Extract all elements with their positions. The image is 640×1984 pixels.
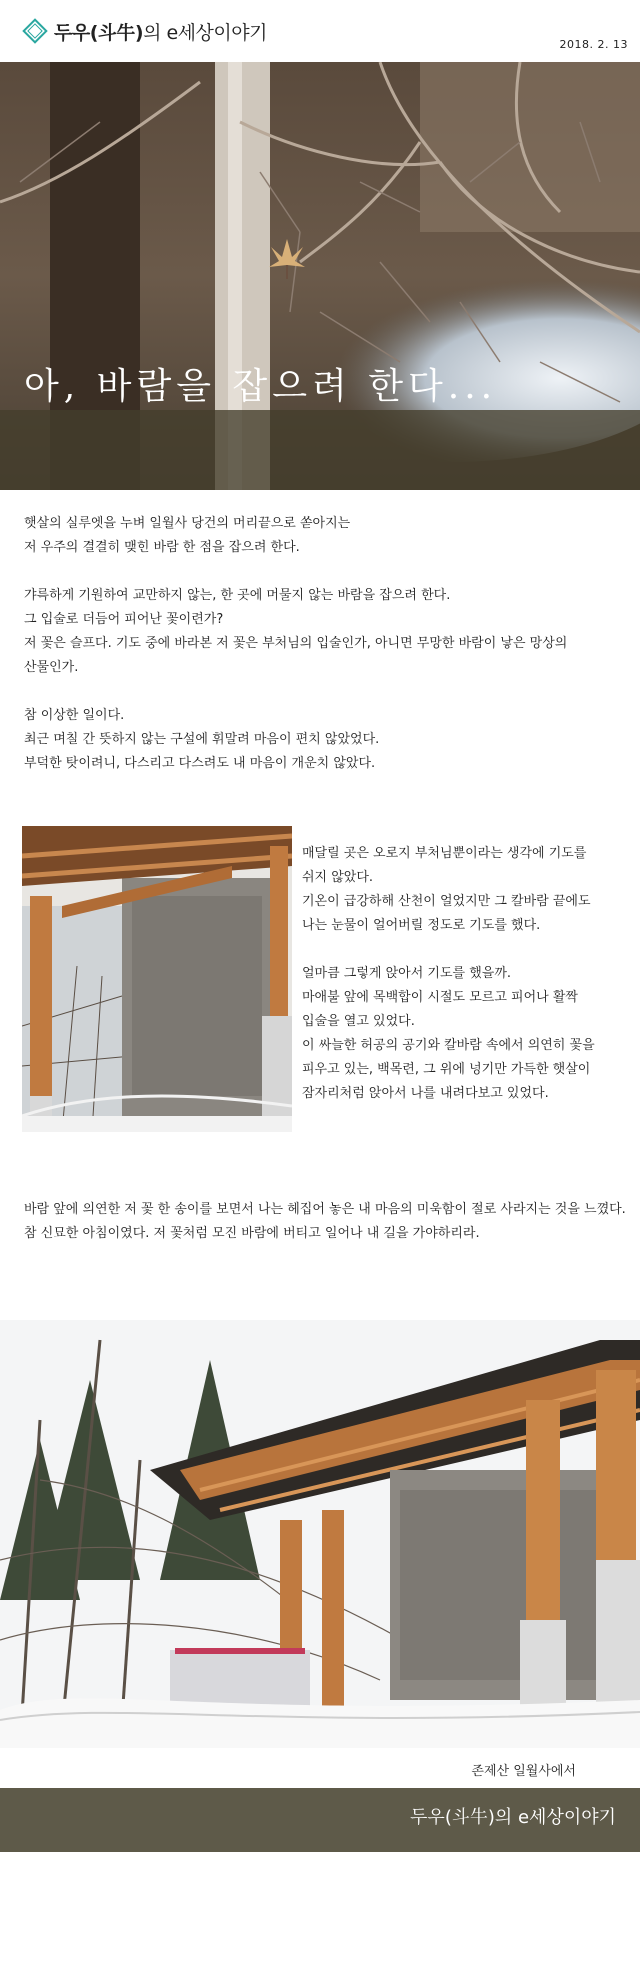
- pavilion-photo-image: [22, 826, 292, 1132]
- text-line: 참 신묘한 아침이였다. 저 꽃처럼 모진 바람에 버티고 일어나 내 길을 가야하리라.: [24, 1226, 480, 1241]
- text-line: 갸륵하게 기원하여 교만하지 않는, 한 곳에 머물지 않는 바람을 잡으려 한다.: [24, 588, 451, 603]
- logo-rest-text: 의 e세상이야기: [143, 22, 267, 44]
- diamond-logo-icon[interactable]: [20, 16, 50, 46]
- text-line: 잠자리처럼 앉아서 나를 내려다보고 있었다.: [302, 1086, 549, 1101]
- text-line: 입술을 열고 있었다.: [302, 1014, 415, 1029]
- wide-photo-image: [0, 1320, 640, 1748]
- text-line: 저 우주의 결결히 맺힌 바람 한 점을 잡으려 한다.: [24, 540, 300, 555]
- paragraph: [24, 584, 567, 680]
- paragraph: [302, 962, 595, 1106]
- temple-wide-photo: [0, 1320, 640, 1748]
- text-line: 산물인가.: [24, 660, 79, 675]
- text-line: 쉬지 않았다.: [302, 870, 374, 885]
- text-line: 그 입술로 더듬어 피어난 꽃이련가?: [24, 612, 224, 627]
- text-line: 기온이 급강하해 산천이 얼었지만 그 칼바람 끝에도: [302, 894, 591, 909]
- intro-text: [24, 512, 567, 800]
- post-date: 2018. 2. 13: [559, 38, 628, 51]
- closing-text: [24, 1198, 626, 1246]
- hero-image: [0, 62, 640, 490]
- logo-bold-text: 두우(斗牛): [54, 22, 144, 44]
- footer-site-name[interactable]: 두우(斗牛)의 e세상이야기: [410, 1807, 616, 1828]
- side-text: [302, 842, 595, 1130]
- text-line: 나는 눈물이 얼어버릴 정도로 기도를 했다.: [302, 918, 541, 933]
- paragraph: [302, 842, 595, 938]
- page-title: 아, 바람을 잡으려 한다...: [24, 366, 498, 407]
- text-line: 저 꽃은 슬프다. 기도 중에 바라본 저 꽃은 부처님의 입술인가, 아니면 무망한 바람이 낳은 망상의: [24, 636, 568, 651]
- text-line: 매달릴 곳은 오로지 부처님뿐이라는 생각에 기도를: [302, 846, 587, 861]
- photo-caption: 존제산 일월사에서: [471, 1764, 576, 1779]
- hero-title-band: [0, 410, 640, 490]
- text-line: 이 싸늘한 허공의 공기와 칼바람 속에서 의연히 꽃을: [302, 1038, 595, 1053]
- site-header: [0, 0, 640, 62]
- paragraph: [24, 512, 567, 560]
- text-line: 얼마큼 그렇게 앉아서 기도를 했을까.: [302, 966, 512, 981]
- site-logo-text[interactable]: [54, 18, 267, 45]
- text-line: 부덕한 탓이려니, 다스리고 다스려도 내 마음이 개운치 않았다.: [24, 756, 376, 771]
- text-line: 마애불 앞에 목백합이 시절도 모르고 피어나 활짝: [302, 990, 578, 1005]
- paragraph: [24, 704, 567, 776]
- text-line: 바람 앞에 의연한 저 꽃 한 송이를 보면서 나는 헤집어 놓은 내 마음의 미욱함이 절로 사라지는 것을 느꼈다.: [24, 1202, 626, 1217]
- text-line: 햇살의 실루엣을 누벼 일월사 당건의 머리끝으로 쏟아지는: [24, 516, 351, 531]
- text-line: 최근 며칠 간 뜻하지 않는 구설에 휘말려 마음이 편치 않았었다.: [24, 732, 380, 747]
- text-line: 피우고 있는, 백목련, 그 위에 넝기만 가득한 햇살이: [302, 1062, 591, 1077]
- text-line: 참 이상한 일이다.: [24, 708, 125, 723]
- temple-pavilion-photo: [22, 826, 292, 1132]
